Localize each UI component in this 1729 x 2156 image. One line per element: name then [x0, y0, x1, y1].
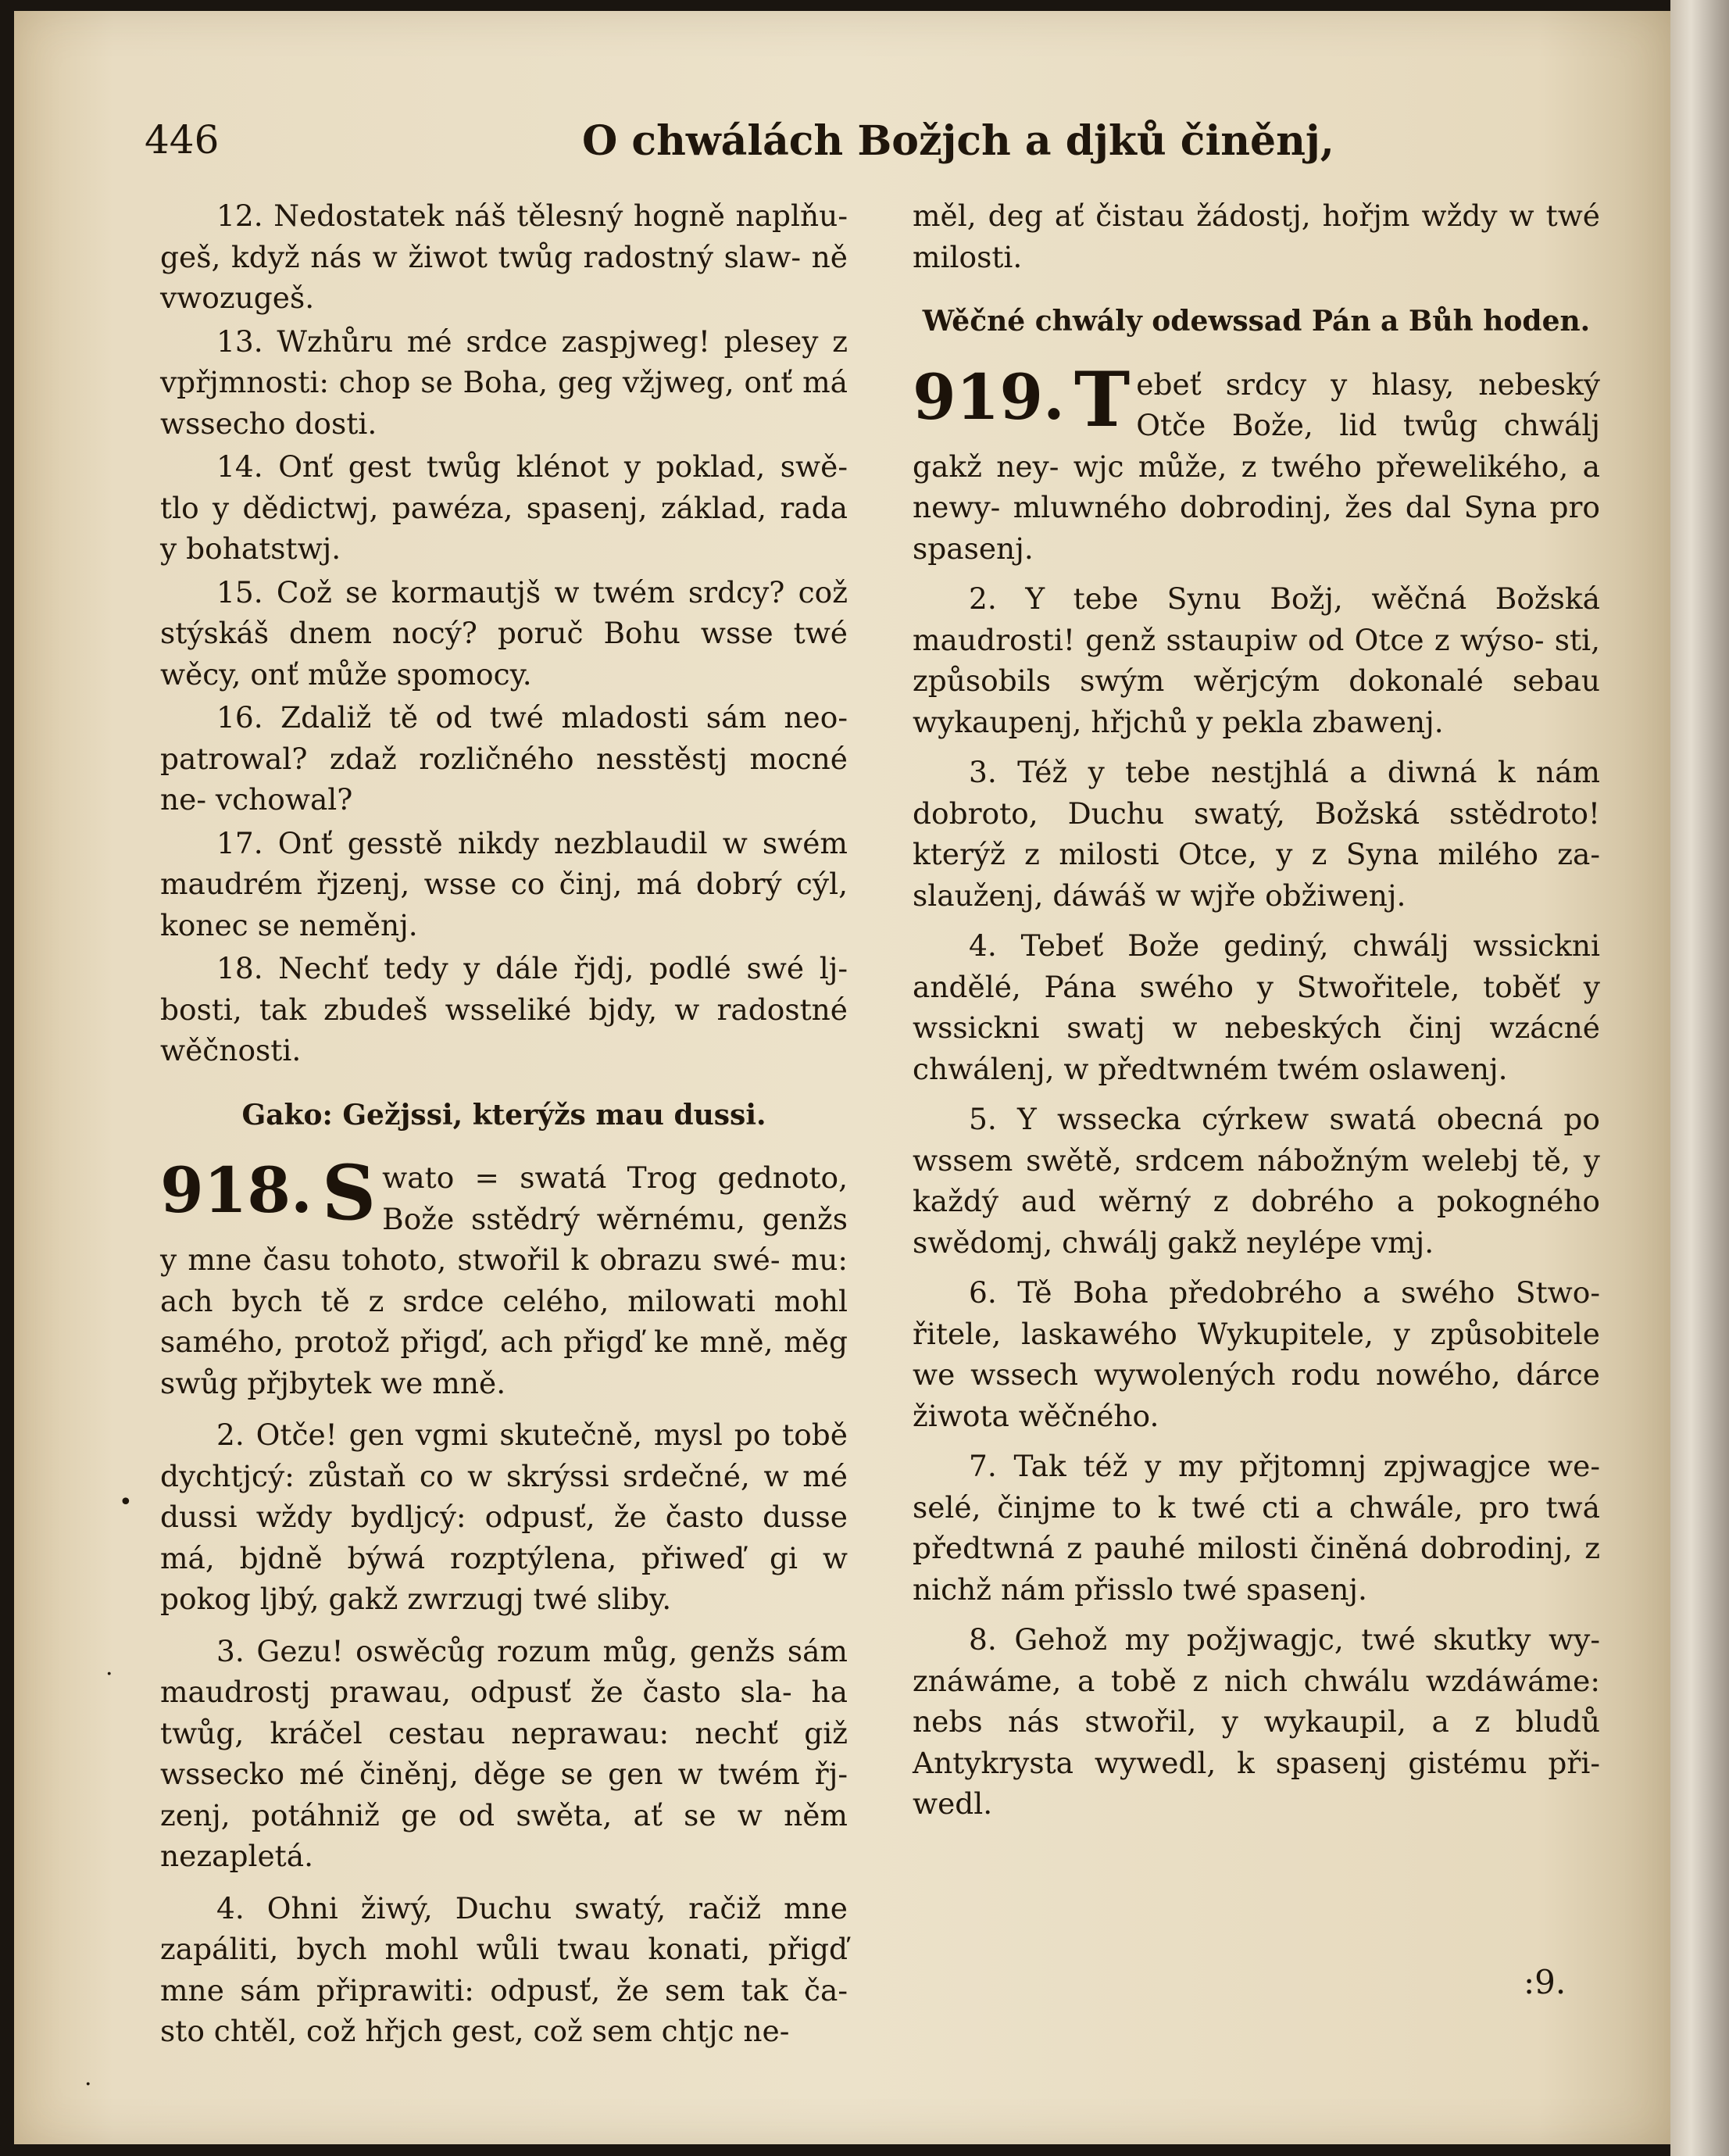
hymn-918 — [160, 1149, 848, 1403]
verse: 8. Gehož my požjwagjc, twé skutky wy- znáwáme, a tobě z nich chwálu wzdáwáme: nebs nás stwořil, y wykaupil, a z bludů Antykrysta wywedl, k spasenj gistému při- wedl. — [913, 1622, 1600, 1821]
page-number: 446 — [145, 117, 220, 163]
verse: 4. Tebeť Bože gediný, chwálj wssickni andělé, Pána swého y Stwořitele, toběť y wssickni swatj w nebeských činj wzácné chwálenj, w předtwném twém oslawenj. — [913, 928, 1600, 1086]
verse: 3. Gezu! oswěcůg rozum můg, genžs sám maudrostj prawau, odpusť že často sla- ha twůg, kráčel cestau neprawau: nechť giž wssecko mé činěnj, děge se gen w twém řj- zenj, potáhniž ge od swěta, ať se w něm nezapletá. — [160, 1633, 848, 1873]
catchword: :9. — [1524, 1963, 1566, 2001]
verse: 3. Též y tebe nestjhlá a diwná k nám dobroto, Duchu swatý, Božská sstědroto! kterýž z milosti Otce, y z Syna milého za- slauženj, dáwáš w wjře obžiwenj. — [913, 755, 1600, 913]
section-heading: Wěčné chwály odewssad Pán a Bůh hoden. — [922, 305, 1591, 338]
drop-cap: S — [321, 1149, 377, 1237]
hymn-number: 918. — [160, 1153, 313, 1227]
verse: 5. Y wssecka cýrkew swatá obecná po wssem swětě, srdcem nábožným welebj tě, y každý aud wěrný z dobrého a pokogného swědomj, chwálj gakž neylépe vmj. — [913, 1102, 1600, 1260]
verse: 6. Tě Boha předobrého a swého Stwo- řitele, laskawého Wykupitele, y způsobitele we wssech wywolených rodu nowého, dárce žiwota wěčného. — [913, 1275, 1600, 1433]
verse: měl, deg ať čistau žádostj, hořjm wždy w twé milosti. — [913, 198, 1600, 274]
page-header — [145, 117, 1613, 180]
hymn-number: 919. — [913, 359, 1065, 434]
verse: 13. Wzhůru mé srdce zaspjweg! plesey z vpřjmnosti: chop se Boha, geg vžjweg, onť má wssecho dosti. — [160, 324, 848, 441]
drop-cap: T — [1073, 355, 1131, 444]
verse: 7. Tak též y my přjtomnj zpjwagjce we- selé, činjme to k twé cti a chwále, pro twá předtwná z pauhé milosti činěná dobrodinj, z nichž nám přisslo twé spasenj. — [913, 1449, 1600, 1607]
verse: 2. Y tebe Synu Božj, wěčná Božská maudrosti! genž sstaupiw od Otce z wýso- sti, způsobils swým wěrjcým dokonalé sebau wykaupenj, hřjchů y pekla zbawenj. — [913, 581, 1600, 739]
verse: 14. Onť gest twůg klénot y poklad, swě- tlo y dědictwj, pawéza, spasenj, základ, rada y bohatstwj. — [160, 449, 848, 566]
running-title: O chwálách Božjch a djků činěnj, — [582, 117, 1334, 165]
hymn-first-verse: ebeť srdcy y hlasy, nebeský Otče Bože, lid twůg chwálj gakž ney- wjc může, z twého přewelikého, a newy- mluwného dobrodinj, žes dal Syna pro spasenj. — [913, 366, 1600, 566]
verse: 4. Ohni žiwý, Duchu swatý, račiž mne zapáliti, bych mohl wůli twau konati, přigď mne sám připrawiti: odpusť, že sem tak ča- sto chtěl, což hřjch gest, což sem chtjc ne- — [160, 1890, 848, 2048]
verse: 2. Otče! gen vgmi skutečně, mysl po tobě dychtjcý: zůstaň co w skrýssi srdečné, w mé dussi wždy bydljcý: odpusť, že často dusse má, bjdně býwá rozptýlena, přiweď gi w pokog ljbý, gakž zwrzugj twé sliby. — [160, 1418, 848, 1616]
verse: 16. Zdaliž tě od twé mladosti sám neo- patrowal? zdaž rozličného nesstěstj mocné ne- vchowal? — [160, 700, 848, 817]
page-edge — [1670, 0, 1729, 2156]
verse: 12. Nedostatek náš tělesný hogně naplňu- geš, když nás w žiwot twůg radostný slaw- ně vwozugeš. — [160, 198, 848, 315]
hymn-919 — [913, 355, 1600, 570]
ink-speck-icon: · — [105, 1661, 113, 1688]
verse: 18. Nechť tedy y dále řjdj, podlé swé lj- bosti, tak zbudeš wsseliké bjdy, w radostné wěčnosti. — [160, 951, 848, 1067]
ink-speck-icon: • — [119, 1489, 133, 1516]
left-column — [160, 195, 848, 2054]
right-column — [913, 195, 1600, 1827]
hymn-first-verse: wato = swatá Trog gednoto, Bože sstědrý wěrnému, genžs y mne času tohoto, stwořil k obrazu swé- mu: ach bych tě z srdce celého, milowati mohl samého, protož přigď, ach přigď ke mně, měg swůg přjbytek we mně. — [160, 1160, 848, 1400]
verse: 17. Onť gesstě nikdy nezblaudil w swém maudrém řjzenj, wsse co činj, má dobrý cýl, konec se neměnj. — [160, 825, 848, 942]
verse: 15. Což se kormautjš w twém srdcy? což stýskáš dnem nocý? poruč Bohu wsse twé wěcy, onť může spomocy. — [160, 574, 848, 692]
melody-heading: Gako: Gežjssi, kterýžs mau dussi. — [241, 1098, 766, 1132]
ink-speck-icon: · — [84, 2071, 92, 2098]
